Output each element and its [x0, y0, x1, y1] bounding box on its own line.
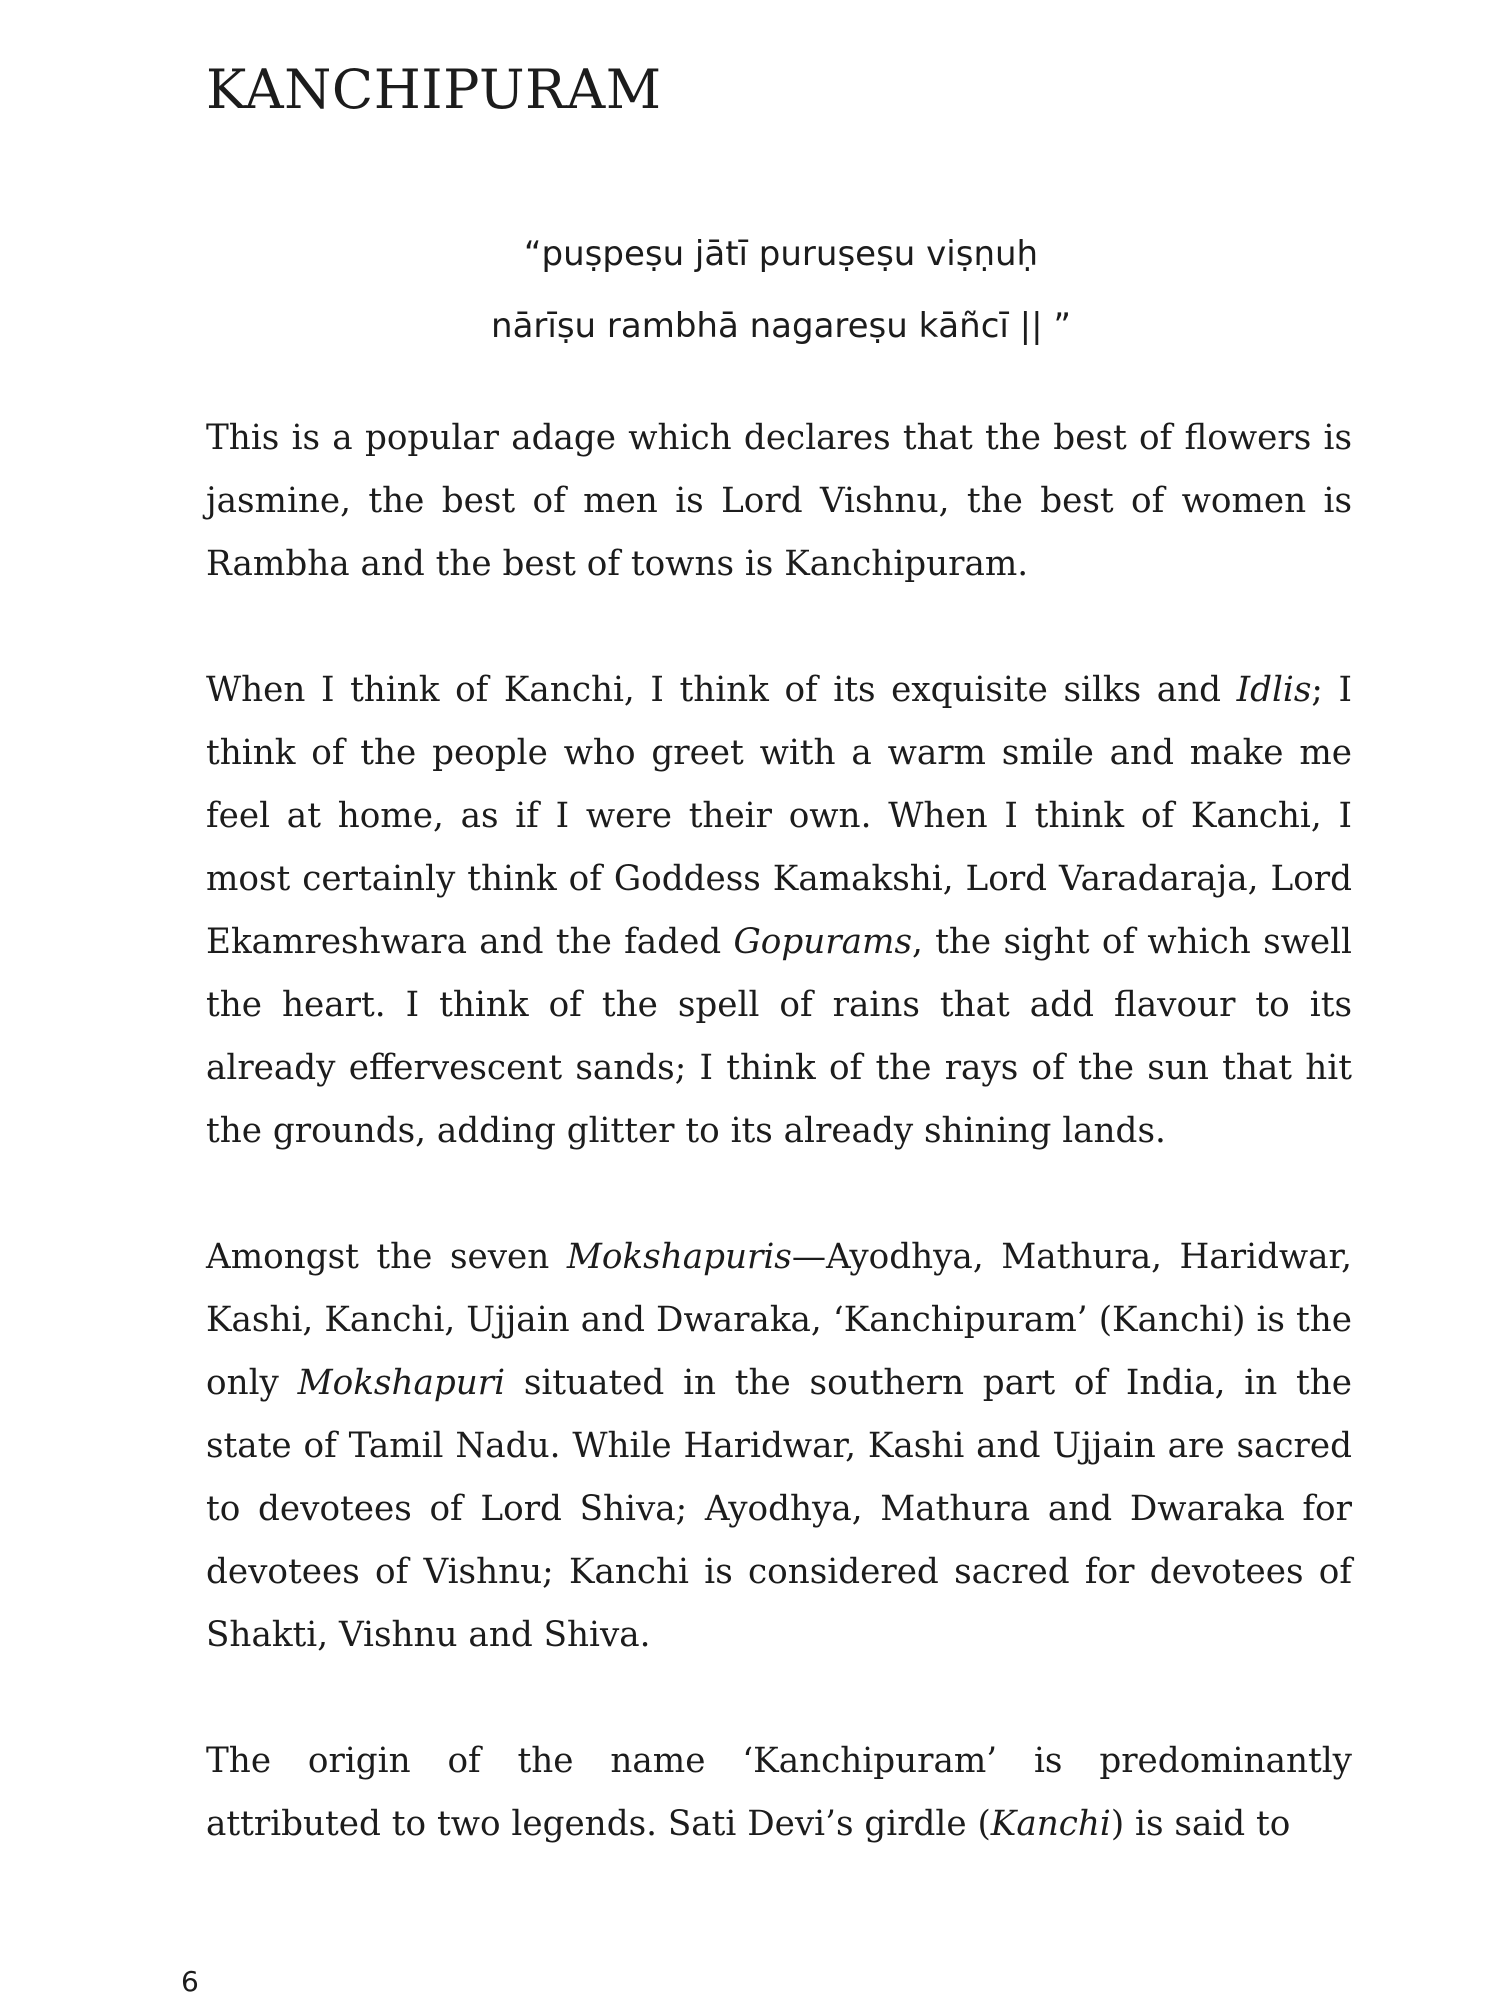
text-span: ) is said to — [1110, 1804, 1291, 1844]
italic-term: Mokshapuri — [297, 1363, 506, 1403]
italic-term: Idlis — [1236, 670, 1312, 710]
italic-term: Gopurams — [733, 922, 912, 962]
italic-term: Mokshapuris — [566, 1237, 792, 1277]
text-span: ; I think of the people who greet with a warm smile and make me feel at home, as if I were their own. When I think of Kanchi, I most certainly think of Goddess Kamakshi, Lord Varadaraja, Lord Ekamreshwara and the faded — [206, 670, 1353, 962]
body-text — [206, 407, 1352, 1856]
text-span: Amongst the seven — [206, 1237, 567, 1277]
paragraph-mokshapuris — [206, 1226, 1352, 1667]
text-span: situated in the southern part of India, in the state of Tamil Nadu. While Haridwar, Kashi and Ujjain are sacred to devotees of Lord Shiva; Ayodhya, Mathura and Dwaraka for devotees of Vishnu; Kanchi is considered sacred for devotees of Shakti, Vishnu and Shiva. — [206, 1363, 1352, 1655]
text-span: The origin of the name ‘Kanchipuram’ is predominantly attributed to two legends. Sati Devi’s girdle ( — [206, 1741, 1352, 1844]
paragraph-adage: This is a popular adage which declares that the best of flowers is jasmine, the best of men is Lord Vishnu, the best of women is Rambha and the best of towns is Kanchipuram. — [206, 418, 1352, 584]
page-number: 6 — [181, 1965, 199, 1998]
text-span: , the sight of which swell the heart. I think of the spell of rains that add flavour to its already effervescent sands; I think of the rays of the sun that hit the grounds, adding glitter to its already shining lands. — [206, 922, 1352, 1151]
verse-line-2: nārīṣu rambhā nagareṣu kāñcī || ” — [491, 306, 1071, 346]
paragraph-kanchi-memories — [206, 659, 1352, 1163]
chapter-title: KANCHIPURAM — [206, 58, 662, 121]
text-span: —Ayodhya, Mathura, Haridwar, Kashi, Kanchi, Ujjain and Dwaraka, ‘Kanchipuram’ (Kanchi) is the only — [206, 1237, 1352, 1403]
italic-term: Kanchi — [990, 1804, 1111, 1844]
text-span: When I think of Kanchi, I think of its exquisite silks and — [206, 670, 1237, 710]
verse-line-1: “puṣpeṣu jātī puruṣeṣu viṣṇuḥ — [523, 234, 1039, 274]
sanskrit-verse — [206, 218, 1356, 362]
paragraph-name-origin — [206, 1730, 1352, 1856]
